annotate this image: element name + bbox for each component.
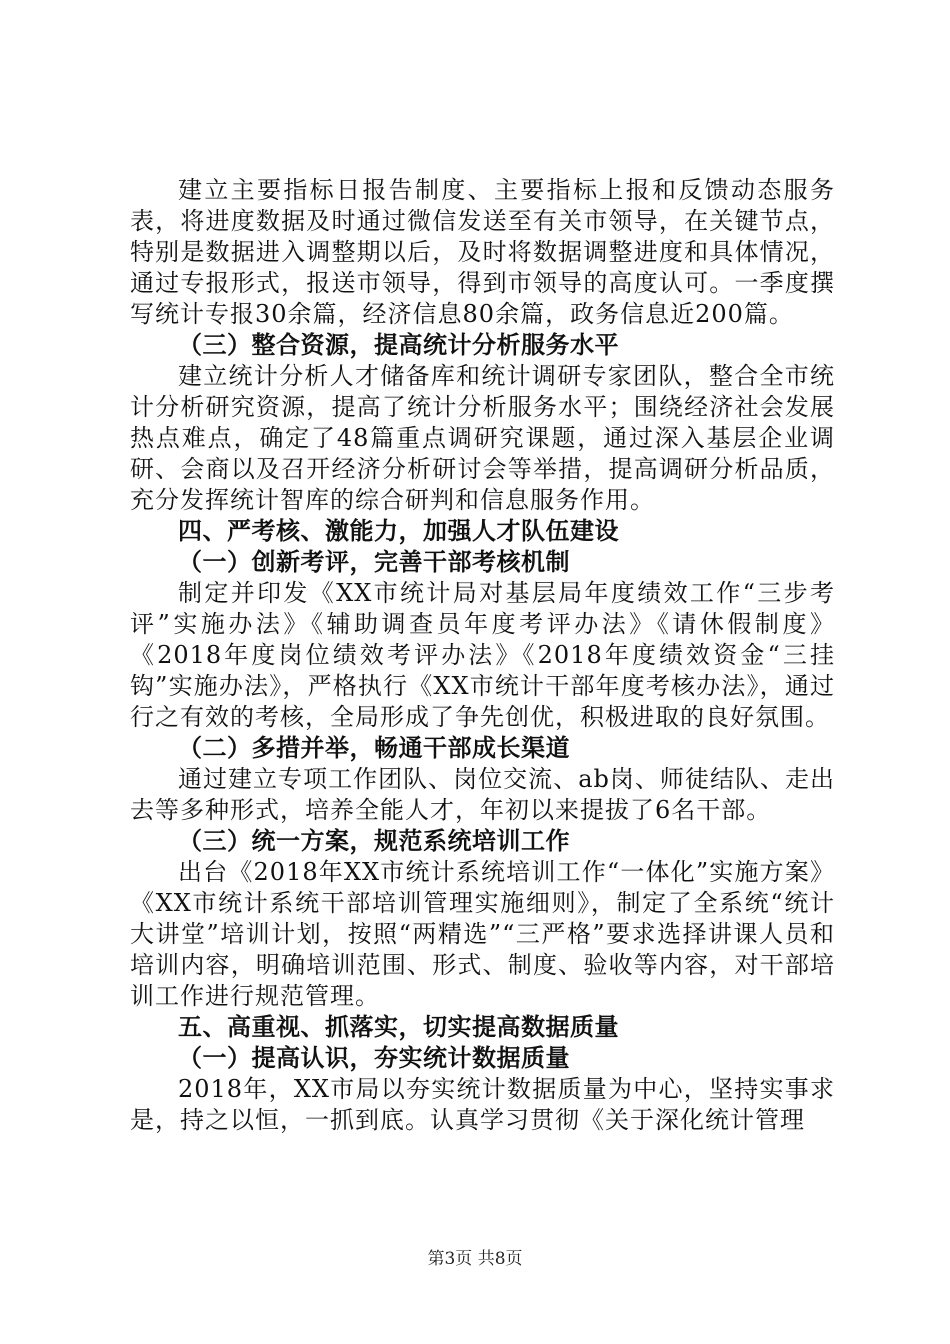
paragraph-report-system: 建立主要指标日报告制度、主要指标上报和反馈动态服务表，将进度数据及时通过微信发送至有关市领导，在关键节点，特别是数据进入调整期以后，及时将数据调整进度和具体情况，通过专报形式，报送市领导，得到市领导的高度认可。一季度撰写统计专报30余篇，经济信息80余篇，政务信息近200篇。 <box>130 176 835 328</box>
subheading-innovate-evaluation: （一）创新考评，完善干部考核机制 <box>178 548 570 576</box>
subheading-integrate-resources: （三）整合资源，提高统计分析服务水平 <box>178 331 619 359</box>
page-number-footer: 第3页 共8页 <box>427 1249 523 1269</box>
paragraph-training-plan: 出台《2018年XX市统计系统培训工作“一体化”实施方案》《XX市统计系统干部培训管理实施细则》，制定了全系统“统计大讲堂”培训计划，按照“两精选”“三严格”要求选择讲课人员和培训内容，明确培训范围、形式、制度、验收等内容，对干部培训工作进行规范管理。 <box>130 858 835 1010</box>
document-body <box>130 175 835 1136</box>
paragraph-evaluation-rules: 制定并印发《XX市统计局对基层局年度绩效工作“三步考评”实施办法》《辅助调查员年度考评办法》《请休假制度》《2018年度岗位绩效考评办法》《2018年度绩效资金“三挂钩”实施办法》，严格执行《XX市统计干部年度考核办法》，通过行之有效的考核，全局形成了争先创优，积极进取的良好氛围。 <box>130 579 835 731</box>
paragraph-data-quality: 2018年，XX市局以夯实统计数据质量为中心，坚持实事求是，持之以恒，一抓到底。认真学习贯彻《关于深化统计管理 <box>130 1075 835 1134</box>
heading-section-five: 五、高重视、抓落实，切实提高数据质量 <box>178 1013 619 1041</box>
subheading-unified-training: （三）统一方案，规范系统培训工作 <box>178 827 570 855</box>
subheading-multiple-measures: （二）多措并举，畅通干部成长渠道 <box>178 734 570 762</box>
paragraph-analysis-talent: 建立统计分析人才储备库和统计调研专家团队，整合全市统计分析研究资源，提高了统计分析服务水平；围绕经济社会发展热点难点，确定了48篇重点调研究课题，通过深入基层企业调研、会商以及召开经济分析研讨会等举措，提高调研分析品质，充分发挥统计智库的综合研判和信息服务作用。 <box>130 362 835 514</box>
subheading-data-quality: （一）提高认识，夯实统计数据质量 <box>178 1044 570 1072</box>
paragraph-talent-growth: 通过建立专项工作团队、岗位交流、ab岗、师徒结队、走出去等多种形式，培养全能人才，年初以来提拔了6名干部。 <box>130 765 835 824</box>
heading-section-four: 四、严考核、激能力，加强人才队伍建设 <box>178 517 619 545</box>
